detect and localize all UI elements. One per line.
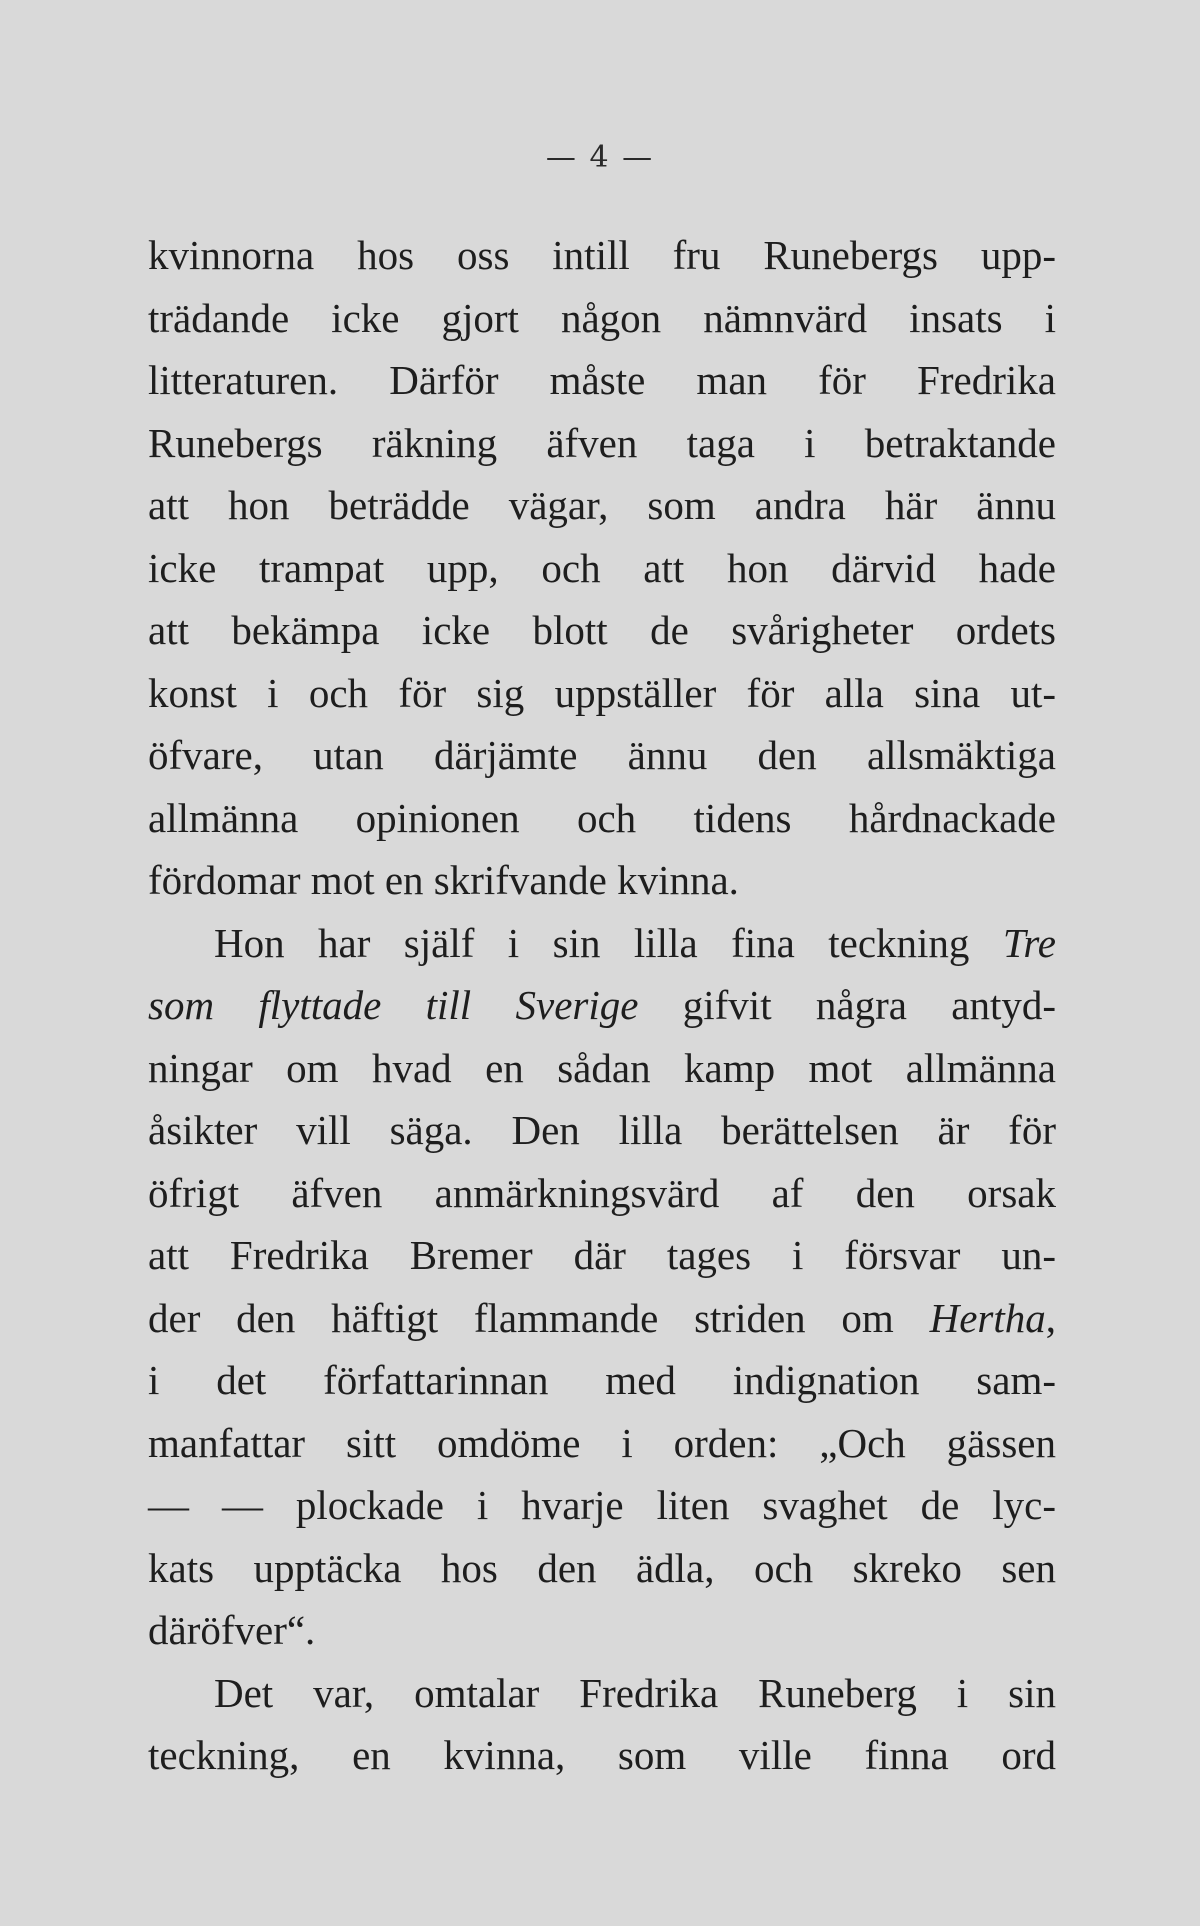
italic-title: som flyttade till Sverige (148, 982, 639, 1028)
italic-title: Tre (1002, 919, 1056, 966)
text-line: öfvare, utan därjämte ännu den allsmäktiga (148, 732, 1056, 778)
text-line: Runebergs räkning äfven taga i betraktande (148, 419, 1056, 466)
text-line (148, 974, 1056, 1037)
text-run: , (1045, 1294, 1056, 1341)
text-line: allmänna opinionen och tidens hårdnackade (148, 794, 1056, 841)
text-line: manfattar sitt omdöme i orden: „Och gässen (148, 1419, 1056, 1466)
page-number: — 4 — (545, 140, 655, 175)
text-run: Hon har själf i sin lilla fina teckning (214, 919, 1003, 966)
text-line (148, 912, 1056, 975)
text-line: trädande icke gjort någon nämnvärd insats i (148, 294, 1056, 341)
text-line: däröfver“. (148, 1607, 316, 1653)
text-line: att bekämpa icke blott de svårigheter ordets (148, 607, 1056, 653)
text-line: åsikter vill säga. Den lilla berättelsen är för (148, 1107, 1056, 1153)
body-text (148, 224, 1056, 1787)
italic-title: Hertha (929, 1294, 1046, 1341)
text-line: icke trampat upp, och att hon därvid hade (148, 544, 1056, 591)
text-line: Det var, omtalar Fredrika Runeberg i sin (214, 1669, 1056, 1716)
text-line: att Fredrika Bremer där tages i försvar un- (148, 1232, 1056, 1278)
text-line: litteraturen. Därför måste man för Fredrika (148, 357, 1056, 403)
text-line: att hon beträdde vägar, som andra här ännu (148, 482, 1056, 528)
text-line: ningar om hvad en sådan kamp mot allmänna (148, 1044, 1056, 1091)
text-line: — — plockade i hvarje liten svaghet de lyc- (148, 1482, 1056, 1528)
text-line: teckning, en kvinna, som ville finna ord (148, 1732, 1056, 1778)
text-line: fördomar mot en skrifvande kvinna. (148, 857, 739, 903)
text-line: konst i och för sig uppställer för alla sina ut- (148, 669, 1056, 716)
text-run: der den häftigt flammande striden om (148, 1294, 930, 1341)
text-line: i det författarinnan med indignation sam- (148, 1357, 1056, 1403)
text-run: gifvit några antyd- (638, 982, 1056, 1028)
text-line: öfrigt äfven anmärkningsvärd af den orsak (148, 1169, 1056, 1216)
text-line: kats upptäcka hos den ädla, och skreko sen (148, 1544, 1056, 1591)
text-line (148, 1287, 1056, 1350)
text-line: kvinnorna hos oss intill fru Runebergs upp- (148, 232, 1056, 278)
